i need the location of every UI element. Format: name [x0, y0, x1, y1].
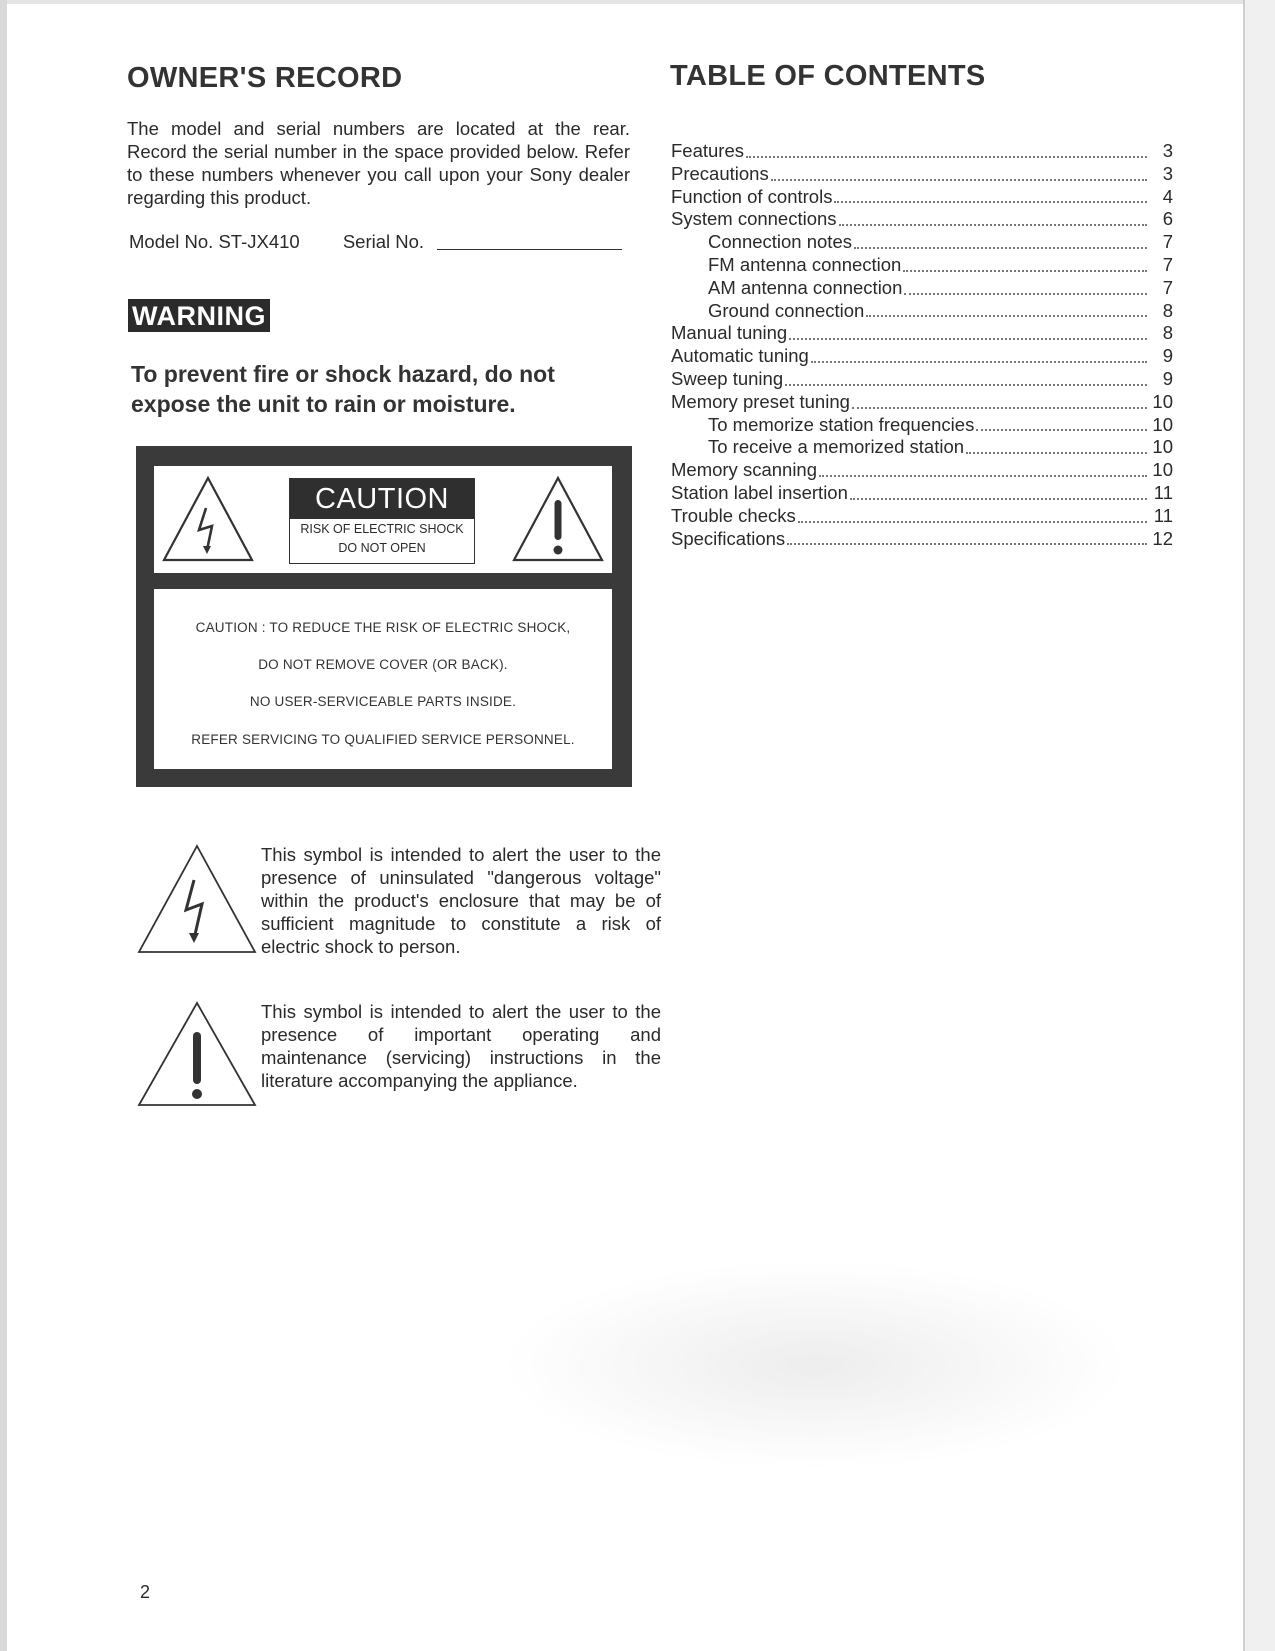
toc-subentry [671, 231, 1173, 254]
toc-entry-page: 12 [1152, 527, 1173, 549]
toc-entry-page: 8 [1162, 299, 1173, 321]
toc-dot-leader [789, 337, 1147, 340]
toc-entry [671, 322, 1173, 345]
caution-line-4: REFER SERVICING TO QUALIFIED SERVICE PERSONNEL. [191, 732, 575, 747]
toc-entry-page: 11 [1153, 481, 1173, 503]
caution-line-1: CAUTION : TO REDUCE THE RISK OF ELECTRIC SHOCK, [195, 620, 571, 635]
toc-entry-page: 3 [1162, 162, 1173, 184]
toc-entry-label: Connection notes [708, 231, 852, 253]
serial-label: Serial No. [342, 231, 425, 252]
toc-entry-label: Precautions [671, 162, 769, 184]
toc-subentry [671, 300, 1173, 323]
toc-dot-leader [771, 178, 1147, 181]
toc-dot-leader [903, 269, 1147, 272]
toc-entry [671, 391, 1173, 414]
toc-entry [671, 140, 1173, 163]
toc-entry [671, 505, 1173, 528]
toc-entry-page: 4 [1162, 185, 1173, 207]
toc-entry [671, 482, 1173, 505]
toc-dot-leader [785, 383, 1147, 386]
caution-line-2: DO NOT REMOVE COVER (OR BACK). [258, 657, 508, 672]
lightning-symbol-explanation [136, 843, 661, 958]
exclamation-triangle-icon [136, 1000, 258, 1108]
owners-record-intro: The model and serial numbers are located at the rear. Record the serial number in the space provided below. Refer to these numbers whenever you call upon your Sony dealer regarding this product. [127, 118, 630, 208]
exclamation-symbol-text: This symbol is intended to alert the user to the presence of important operating and maintenance (servicing) instructions in the literature accompanying the appliance. [261, 1001, 661, 1091]
toc-entry-page: 8 [1162, 322, 1173, 344]
toc-entry-label: Manual tuning [671, 322, 788, 344]
page-number: 2 [140, 1582, 151, 1602]
lightning-symbol-text: This symbol is intended to alert the user to the presence of uninsulated "dangerous voltage" within the product's enclosure that may be of sufficient magnitude to constitute a risk of electric shock to person. [261, 844, 661, 957]
paper-stain [500, 1260, 1130, 1470]
toc-entry [671, 368, 1173, 391]
exclamation-symbol-explanation [136, 1000, 661, 1112]
toc-entry [671, 208, 1173, 231]
toc-entry-label: FM antenna connection [708, 253, 902, 275]
toc-entry-label: Sweep tuning [671, 367, 784, 389]
toc-entry [671, 459, 1173, 482]
caution-word: CAUTION [290, 479, 474, 519]
toc-entry-page: 10 [1152, 436, 1173, 458]
toc-dot-leader [852, 406, 1147, 409]
lightning-warning-icon [160, 474, 256, 564]
toc-entry-page: 11 [1153, 504, 1173, 526]
toc-subentry [671, 254, 1173, 277]
toc-subentry [671, 277, 1173, 300]
lightning-triangle-icon [136, 843, 258, 955]
toc-entry-page: 10 [1152, 390, 1173, 412]
toc-entry-label: Features [671, 140, 745, 161]
toc-subentry [671, 436, 1173, 459]
toc-entry-label: System connections [671, 208, 837, 230]
toc-entry-page: 10 [1152, 413, 1173, 435]
toc-entry-page: 9 [1162, 345, 1173, 367]
toc-entry-page: 7 [1162, 276, 1173, 298]
toc-dot-leader [966, 451, 1147, 454]
toc-entry-label: Memory preset tuning [671, 390, 850, 412]
table-of-contents [671, 140, 1173, 550]
toc-dot-leader [787, 542, 1147, 545]
toc-entry-label: Memory scanning [671, 459, 818, 481]
toc-entry-label: Ground connection [708, 299, 865, 321]
toc-entry-label: Specifications [671, 527, 786, 549]
toc-dot-leader [904, 292, 1147, 295]
toc-entry-page: 3 [1162, 140, 1173, 161]
toc-entry-label: Trouble checks [671, 504, 796, 526]
toc-dot-leader [746, 155, 1147, 158]
caution-panel [136, 446, 632, 787]
toc-dot-leader [819, 474, 1147, 477]
page-edge-left [0, 0, 7, 1651]
caution-label-box [289, 478, 475, 564]
warning-text: To prevent fire or shock hazard, do not expose the unit to rain or moisture. [131, 361, 555, 417]
caution-sub-1: RISK OF ELECTRIC SHOCK [300, 522, 464, 536]
serial-number-blank [437, 249, 622, 250]
owners-record-title: OWNER'S RECORD [127, 62, 403, 94]
toc-entry-label: Function of controls [671, 185, 833, 207]
toc-entry [671, 163, 1173, 186]
toc-dot-leader [850, 497, 1147, 500]
toc-entry-label: Automatic tuning [671, 345, 809, 367]
warning-badge: WARNING [128, 299, 270, 332]
toc-subentry [671, 414, 1173, 437]
caution-sub-2: DO NOT OPEN [338, 541, 426, 555]
page-edge-top [0, 0, 1275, 4]
toc-entry-page: 7 [1162, 231, 1173, 253]
toc-dot-leader [866, 314, 1147, 317]
toc-entry-label: To memorize station frequencies [708, 413, 975, 435]
toc-dot-leader [811, 360, 1147, 363]
toc-entry-label: Station label insertion [671, 481, 848, 503]
toc-entry-page: 10 [1152, 459, 1173, 481]
toc-entry [671, 345, 1173, 368]
toc-dot-leader [798, 520, 1147, 523]
caution-panel-body [154, 589, 612, 769]
caution-line-3: NO USER-SERVICEABLE PARTS INSIDE. [249, 694, 517, 709]
toc-entry [671, 186, 1173, 209]
model-number: Model No. ST-JX410 [129, 231, 300, 252]
toc-entry [671, 528, 1173, 551]
caution-panel-header [154, 466, 612, 573]
toc-entry-label: To receive a memorized station [708, 436, 965, 458]
toc-dot-leader [839, 223, 1147, 226]
toc-entry-page: 7 [1162, 253, 1173, 275]
toc-entry-page: 6 [1162, 208, 1173, 230]
toc-dot-leader [854, 246, 1147, 249]
toc-entry-label: AM antenna connection [708, 276, 903, 298]
toc-dot-leader [976, 428, 1147, 431]
toc-title: TABLE OF CONTENTS [670, 60, 986, 92]
model-serial-row [129, 231, 622, 253]
toc-dot-leader [834, 200, 1147, 203]
exclamation-warning-icon [510, 474, 606, 564]
toc-entry-page: 9 [1162, 367, 1173, 389]
page-edge-right [1243, 0, 1275, 1651]
